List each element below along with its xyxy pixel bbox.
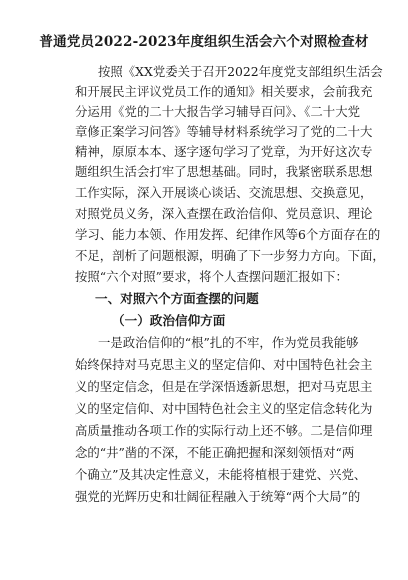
section-heading: 一、对照六个方面查摆的问题 (95, 291, 259, 306)
body-line: 念的“井”凿的不深，不能正确把握和深刻领悟对“两 (75, 445, 355, 460)
document-title: 普通党员2022-2023年度组织生活会六个对照检查材 (39, 34, 369, 50)
body-line: 一是政治信仰的“根”扎的不牢，作为党员我能够 (98, 335, 359, 350)
intro-line: 学习、能力本领、作用发挥、纪律作风等6个方面存在的 (75, 227, 381, 242)
intro-line: 工作实际，深入开展谈心谈话、交流思想、交换意见， (75, 185, 373, 200)
intro-line: 不足，剖析了问题根源，明确了下一步努力方向。下面， (75, 248, 385, 263)
body-line: 个确立”及其决定性意义，未能将植根于建党、兴党、 (75, 467, 367, 482)
body-line: 始终保持对马克思主义的坚定信仰、对中国特色社会主 (75, 357, 373, 372)
intro-line: 章修正案学习问答》等辅导材料系统学习了党的二十大 (75, 124, 373, 139)
intro-line: 题组织生活会打牢了思想基础。同时，我紧密联系思想 (75, 164, 373, 179)
subsection-heading: （一）政治信仰方面 (112, 313, 226, 328)
intro-line: 对照党员义务，深入查摆在政治信仰、党员意识、理论 (75, 206, 373, 221)
intro-line: 按照“六个对照”要求，将个人查摆问题汇报如下： (75, 269, 348, 284)
body-line: 强党的光辉历史和壮阔征程融入于统筹“两个大局”的 (75, 489, 361, 504)
body-line: 义的坚定信念，但是在学深悟透新思想，把对马克思主 (75, 379, 373, 394)
body-line: 高质量推动各项工作的实际行动上还不够。二是信仰理 (75, 423, 373, 438)
intro-line: 和开展民主评议党员工作的通知》相关要求，会前我充 (75, 84, 373, 99)
intro-line: 精神，原原本本、逐字逐句学习了党章，为开好这次专 (75, 144, 373, 159)
intro-line: 分运用《党的二十大报告学习辅导百问》、《二十大党 (75, 104, 360, 119)
intro-line: 按照《XX党委关于召开2022年度党支部组织生活会 (98, 64, 383, 79)
body-line: 义的坚定信仰、对中国特色社会主义的坚定信念转化为 (75, 401, 373, 416)
